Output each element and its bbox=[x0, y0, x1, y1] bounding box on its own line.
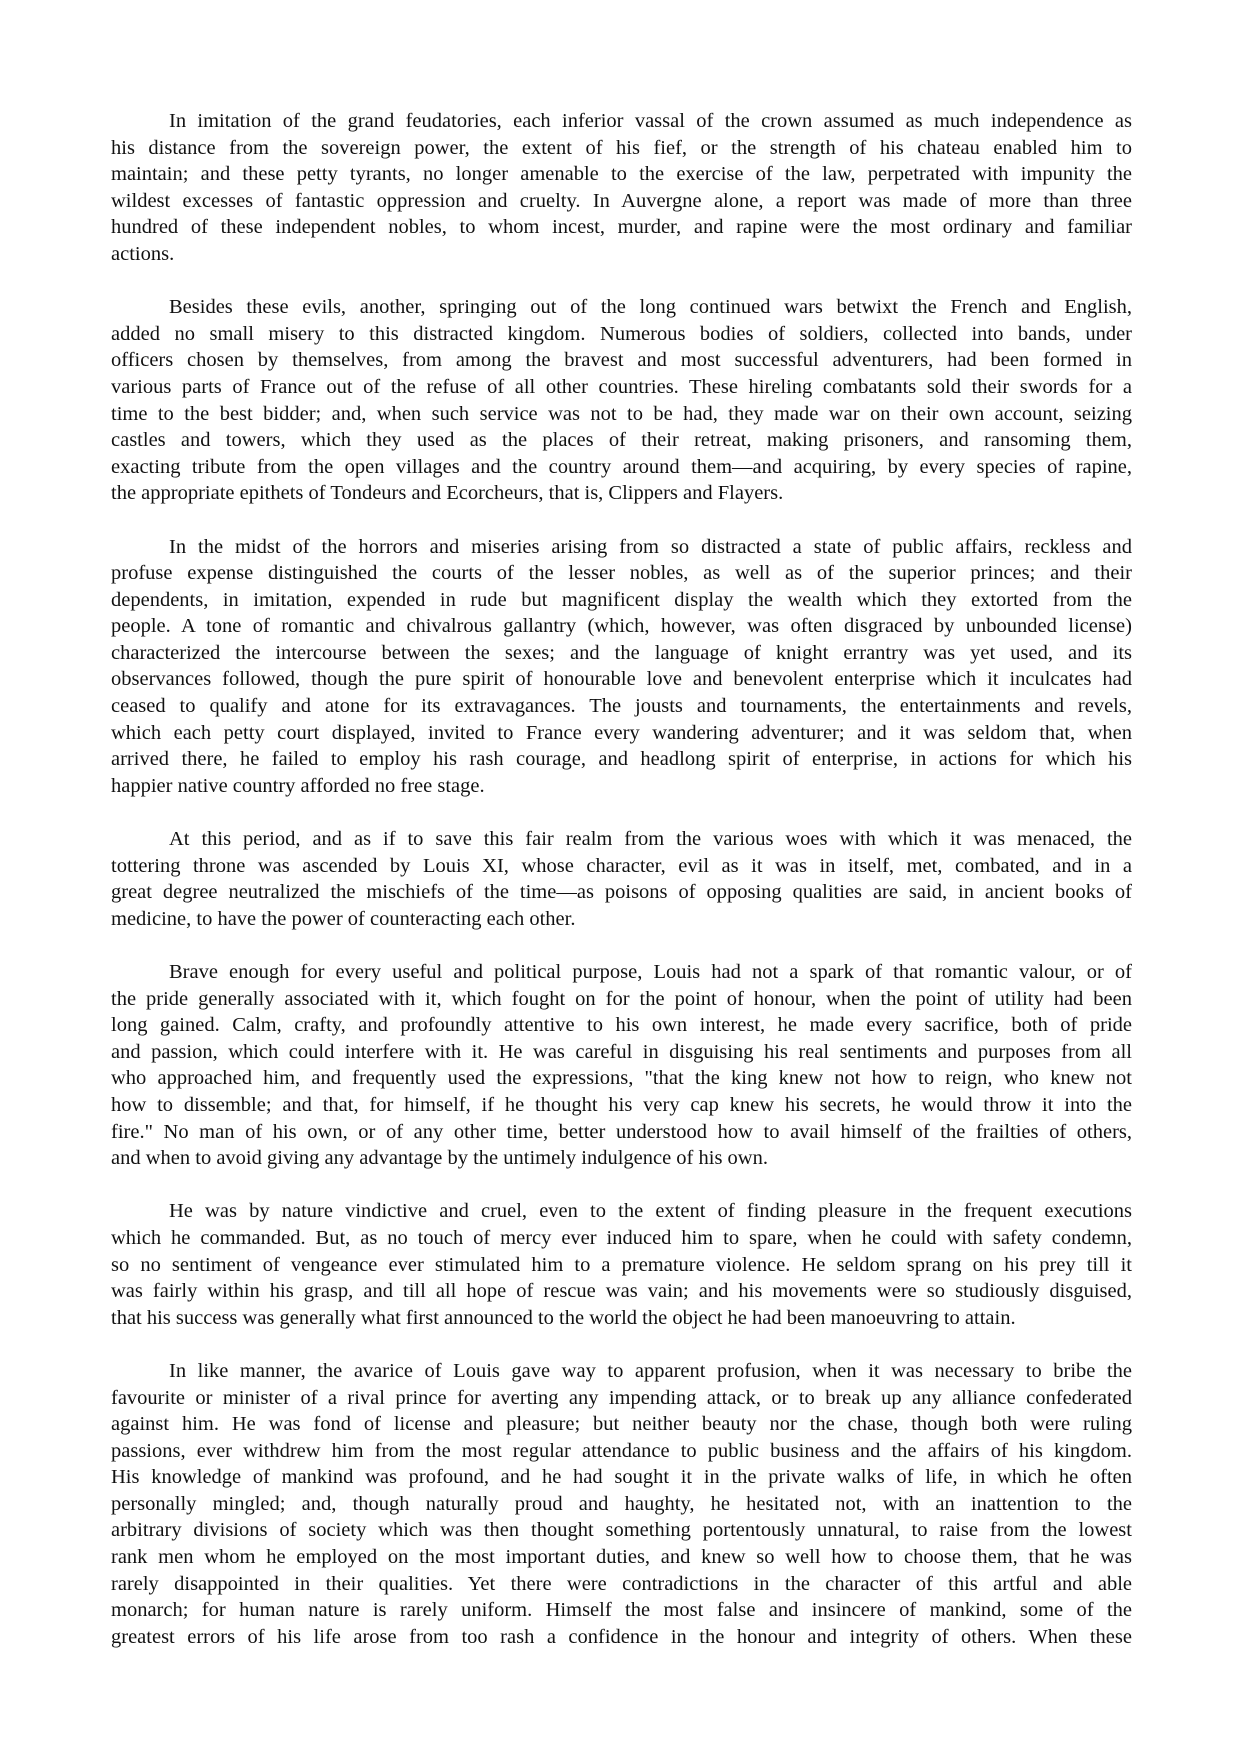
paragraph bbox=[111, 294, 1132, 507]
text-line: arbitrary divisions of society which was then thought something portentously unnatural, to raise from the lowest bbox=[111, 1519, 1132, 1542]
text-line: In imitation of the grand feudatories, each inferior vassal of the crown assumed as much independence as bbox=[169, 110, 1132, 132]
paragraph bbox=[111, 108, 1132, 268]
text-line: arrived there, he failed to employ his rash courage, and headlong spirit of enterprise, in actions for which his bbox=[111, 748, 1132, 771]
text-line: so no sentiment of vengeance ever stimulated him to a premature violence. He seldom sprang on his prey till it bbox=[111, 1253, 1132, 1276]
text-line: greatest errors of his life arose from too rash a confidence in the honour and integrity of others. When these bbox=[111, 1625, 1132, 1648]
paragraph bbox=[111, 826, 1132, 932]
text-line: happier native country afforded no free stage. bbox=[111, 774, 485, 797]
text-line: Besides these evils, another, springing out of the long continued wars betwixt the French and English, bbox=[169, 296, 1132, 319]
text-line: He was by nature vindictive and cruel, even to the extent of finding pleasure in the frequent executions bbox=[169, 1200, 1132, 1223]
text-line: In the midst of the horrors and miseries arising from so distracted a state of public affairs, reckless and bbox=[169, 535, 1132, 558]
text-line: personally mingled; and, though naturally proud and haughty, he hesitated not, with an inattention to the bbox=[111, 1492, 1132, 1515]
text-line: and when to avoid giving any advantage by the untimely indulgence of his own. bbox=[111, 1147, 768, 1170]
text-line: that his success was generally what first announced to the world the object he had been manoeuvring to attain. bbox=[111, 1306, 1016, 1329]
text-line: hundred of these independent nobles, to whom incest, murder, and rapine were the most ordinary and familiar bbox=[111, 216, 1132, 239]
text-line: added no small misery to this distracted kingdom. Numerous bodies of soldiers, collected into bands, under bbox=[111, 322, 1132, 345]
text-line: wildest excesses of fantastic oppression and cruelty. In Auvergne alone, a report was made of more than three bbox=[111, 189, 1132, 212]
text-line: and passion, which could interfere with it. He was careful in disguising his real sentiments and purposes from all bbox=[111, 1040, 1132, 1063]
text-line: His knowledge of mankind was profound, and he had sought it in the private walks of life, in which he often bbox=[111, 1466, 1132, 1489]
text-line: fire." No man of his own, or of any other time, better understood how to avail himself of the frailties of others, bbox=[111, 1120, 1132, 1143]
text-line: long gained. Calm, crafty, and profoundly attentive to his own interest, he made every sacrifice, both of pride bbox=[111, 1014, 1132, 1037]
text-line: how to dissemble; and that, for himself, if he thought his very cap knew his secrets, he would throw it into the bbox=[111, 1093, 1132, 1116]
text-line: rank men whom he employed on the most important duties, and knew so well how to choose them, that he was bbox=[111, 1546, 1132, 1569]
text-line: the pride generally associated with it, which fought on for the point of honour, when the point of utility had been bbox=[111, 987, 1132, 1010]
text-line: various parts of France out of the refuse of all other countries. These hireling combatants sold their swords for a bbox=[111, 375, 1132, 398]
text-line: actions. bbox=[111, 242, 175, 265]
text-line: maintain; and these petty tyrants, no longer amenable to the exercise of the law, perpetrated with impunity the bbox=[111, 163, 1132, 186]
text-line: passions, ever withdrew him from the most regular attendance to public business and the affairs of his kingdom. bbox=[111, 1439, 1132, 1462]
text-line: At this period, and as if to save this fair realm from the various woes with which it was menaced, the bbox=[169, 828, 1132, 851]
text-line: great degree neutralized the mischiefs of the time—as poisons of opposing qualities are said, in ancient books of bbox=[111, 881, 1132, 904]
text-line: castles and towers, which they used as the places of their retreat, making prisoners, and ransoming them, bbox=[111, 429, 1132, 452]
text-line: tottering throne was ascended by Louis XI, whose character, evil as it was in itself, met, combated, and in a bbox=[111, 854, 1132, 877]
text-line: favourite or minister of a rival prince for averting any impending attack, or to break up any alliance confederated bbox=[111, 1386, 1132, 1409]
paragraph bbox=[111, 1358, 1132, 1651]
text-line: officers chosen by themselves, from among the bravest and most successful adventurers, had been formed in bbox=[111, 349, 1132, 372]
text-line: against him. He was fond of license and pleasure; but neither beauty nor the chase, though both were ruling bbox=[111, 1413, 1132, 1436]
text-line: his distance from the sovereign power, the extent of his fief, or the strength of his chateau enabled him to bbox=[111, 136, 1132, 159]
text-line: characterized the intercourse between the sexes; and the language of knight errantry was yet used, and its bbox=[111, 641, 1132, 664]
paragraph bbox=[111, 959, 1132, 1172]
text-line: ceased to qualify and atone for its extravagances. The jousts and tournaments, the entertainments and revels, bbox=[111, 695, 1132, 718]
text-line: observances followed, though the pure spirit of honourable love and benevolent enterprise which it inculcates had bbox=[111, 668, 1132, 691]
text-line: rarely disappointed in their qualities. Yet there were contradictions in the character of this artful and able bbox=[111, 1572, 1132, 1595]
text-line: which he commanded. But, as no touch of mercy ever induced him to spare, when he could with safety condemn, bbox=[111, 1226, 1132, 1249]
text-line: people. A tone of romantic and chivalrous gallantry (which, however, was often disgraced by unbounded license) bbox=[111, 615, 1132, 638]
document-page bbox=[111, 108, 1132, 1677]
text-line: medicine, to have the power of counteracting each other. bbox=[111, 907, 576, 930]
text-line: which each petty court displayed, invited to France every wandering adventurer; and it was seldom that, when bbox=[111, 721, 1132, 744]
paragraph bbox=[111, 1198, 1132, 1331]
text-line: time to the best bidder; and, when such service was not to be had, they made war on their own account, seizing bbox=[111, 402, 1132, 425]
text-line: dependents, in imitation, expended in rude but magnificent display the wealth which they extorted from the bbox=[111, 588, 1132, 611]
text-line: In like manner, the avarice of Louis gave way to apparent profusion, when it was necessary to bribe the bbox=[169, 1359, 1132, 1382]
text-line: Brave enough for every useful and political purpose, Louis had not a spark of that romantic valour, or of bbox=[169, 961, 1132, 983]
text-line: who approached him, and frequently used the expressions, "that the king knew not how to reign, who knew not bbox=[111, 1067, 1132, 1090]
paragraph bbox=[111, 534, 1132, 800]
text-line: monarch; for human nature is rarely uniform. Himself the most false and insincere of mankind, some of the bbox=[111, 1599, 1132, 1622]
text-line: profuse expense distinguished the courts of the lesser nobles, as well as of the superior princes; and their bbox=[111, 562, 1132, 585]
text-line: was fairly within his grasp, and till all hope of rescue was vain; and his movements were so studiously disguised, bbox=[111, 1280, 1132, 1303]
text-line: exacting tribute from the open villages and the country around them—and acquiring, by every species of rapine, bbox=[111, 455, 1132, 478]
text-line: the appropriate epithets of Tondeurs and Ecorcheurs, that is, Clippers and Flayers. bbox=[111, 482, 784, 505]
